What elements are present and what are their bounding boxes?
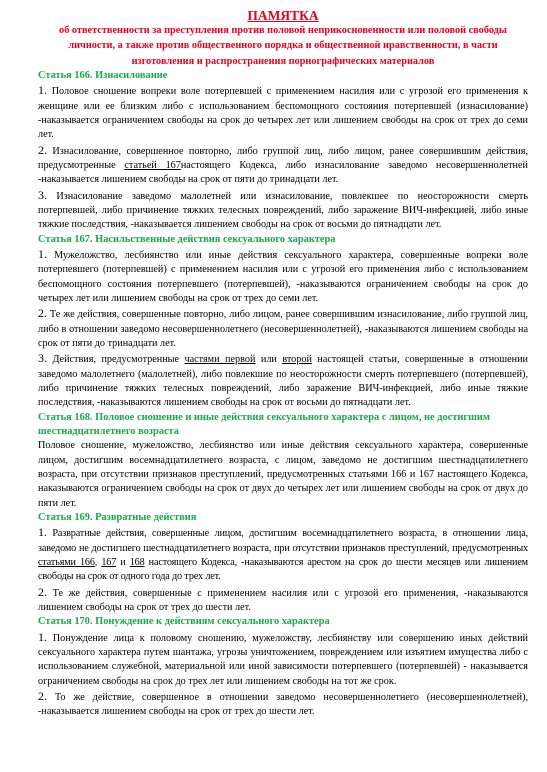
paragraph-number: 1. — [38, 525, 47, 540]
article-168 — [38, 411, 528, 511]
article-heading: Статья 170. Понуждение к действиям сексуального характера — [38, 616, 330, 628]
paragraph-text: настоящей статьи, совершенные в отношении заведомо малолетнего (малолетней), либо повлекшие по неосторожности смерть потерпевшего (потерпевшей), либо причинение тяжких телесных повреждений, либо заражение ВИЧ-инфекцией, либо иные тяжкие последствия, -наказываются лишением свободы на срок от восьми до пятнадцати лет. — [38, 354, 528, 409]
article-link-167[interactable]: 167 — [101, 557, 117, 568]
paragraph-text: Изнасилование заведомо малолетней или изнасилование, повлекшее по неосторожности смерть потерпевшей, либо причинение тяжких телесных повреждений, либо заражение ВИЧ-инфекцией, либо иные тяжкие последствия, -наказывается лишением свободы на срок от восьми до пятнадцати лет. — [38, 190, 528, 231]
paragraph-number: 2. — [38, 142, 47, 157]
paragraph-number: 2. — [38, 689, 47, 704]
paragraph-text: или — [255, 354, 283, 366]
article-heading: Статья 169. Развратные действия — [38, 512, 197, 524]
paragraph-text: Те же действия, совершенные повторно, либо лицом, ранее совершившим изнасилование, либо группой лиц, либо в отношении заведомо несовершеннолетнего (несовершеннолетней), -наказываются лишением свободы на срок от пяти до тринадцати лет. — [38, 309, 528, 349]
document — [38, 8, 528, 720]
article-169 — [38, 511, 528, 615]
paragraph-text: настоящего Кодекса, либо изнасилование заведомо несовершеннолетней -наказывается лишением свободы на срок от пяти до тринадцати лет. — [38, 159, 528, 186]
paragraph-text: Понуждение лица к половому сношению, мужеложству, лесбиянству или совершению иных действий сексуального характера путем шантажа, угрозы уничтожением, повреждением или изъятием имущества либо с использованием служебной, материальной или иной зависимости потерпевшего (потерпевшей) - наказывается ограничением свободы на срок до трех лет или лишением свободы на тот же срок. — [38, 632, 528, 687]
paragraph — [38, 630, 528, 689]
paragraph — [38, 306, 528, 351]
paragraph-number: 1. — [38, 629, 47, 644]
paragraph-text: Действия, предусмотренные — [52, 354, 185, 366]
paragraph — [38, 83, 528, 142]
part-link-second[interactable]: второй — [282, 354, 312, 366]
paragraph — [38, 247, 528, 306]
part-link-first[interactable]: частями первой — [184, 354, 256, 366]
paragraph-text: Половое сношение вопреки воле потерпевшей с применением насилия или с угрозой его применения к женщине или ее близким либо с использованием беспомощного состояния потерпевшей (изнасилование) -наказывается ограничением свободы на срок до четырех лет или лишением свободы на срок от трех до семи лет. — [38, 86, 529, 141]
memo-subtitle: об ответственности за преступления против половой неприкосновенности или половой свободы личности, а также против общественного порядка и общественной нравственности, в части изготовления и распространения порнографических материалов — [59, 25, 507, 67]
article-link[interactable]: статьей 167 — [124, 159, 181, 171]
paragraph — [38, 689, 528, 720]
article-166 — [38, 69, 528, 233]
paragraph — [38, 439, 528, 511]
article-link-166[interactable]: статьями 166 — [38, 557, 95, 568]
paragraph-text: Изнасилование, совершенное повторно, либо группой лиц, либо лицом, ранее совершившим действия, предусмотренные — [38, 145, 529, 171]
paragraph-text: Развратные действия, совершенные лицом, достигшим восемнадцатилетнего возраста, в отношении лица, заведомо не достигшего шестнадцатилетнего возраста, при отсутствии признаков преступлений, предусмотренных — [38, 528, 528, 554]
paragraph-text: и — [116, 557, 130, 568]
memo-title: ПАМЯТКА — [247, 8, 319, 23]
paragraph — [38, 351, 528, 410]
paragraph — [38, 188, 528, 233]
paragraph-number: 1. — [38, 83, 47, 98]
paragraph-text: Половое сношение, мужеложство, лесбиянство или иные действия сексуального характера, совершенные лицом, достигшим восемнадцатилетнего возраста, с лицом, заведомо не достигшим шестнадцатилетнего возраста, при отсутствии признаков преступлений, предусмотренных статьями 166 и 167 настоящего Кодекса, наказываются ограничением свободы на срок от двух до четырех лет или лишением свободы на срок от двух до пяти лет. — [38, 440, 528, 509]
paragraph — [38, 585, 528, 616]
paragraph-text: , — [94, 557, 102, 568]
paragraph — [38, 525, 528, 584]
article-167 — [38, 233, 528, 411]
paragraph-text: Мужеложство, лесбиянство или иные действия сексуального характера, совершенные вопреки воле потерпевшего (потерпевшей) с применением насилия или с угрозой его применения либо с использованием беспомощного состояния потерпевшего (потерпевшей), -наказываются ограничением свободы на срок до четырех лет или лишением свободы на срок от трех до семи лет. — [38, 249, 529, 304]
paragraph-number: 3. — [38, 351, 47, 366]
paragraph-number: 3. — [38, 187, 47, 202]
paragraph-number: 2. — [38, 584, 47, 599]
paragraph-number: 1. — [38, 246, 47, 261]
article-heading: Статья 166. Изнасилование — [38, 69, 168, 81]
paragraph-text: Те же действия, совершенные с применением насилия или с угрозой его применения, -наказываются лишением свободы на срок от трех до шести лет. — [38, 587, 529, 614]
article-170 — [38, 615, 528, 719]
paragraph — [38, 143, 528, 188]
article-link-168[interactable]: 168 — [129, 557, 145, 568]
memo-header — [38, 8, 528, 69]
article-heading: Статья 167. Насильственные действия сексуального характера — [38, 233, 336, 245]
paragraph-text: То же действие, совершенное в отношении заведомо несовершеннолетнего (несовершеннолетней), -наказывается лишением свободы на срок от трех до шести лет. — [38, 692, 529, 718]
article-heading: Статья 168. Половое сношение и иные действия сексуального характера с лицом, не достигшим шестнадцатилетнего возраста — [38, 411, 490, 437]
paragraph-text: настоящего Кодекса, -наказываются арестом на срок до шести месяцев или лишением свободы на срок от одного года до трех лет. — [38, 557, 528, 583]
paragraph-number: 2. — [38, 306, 47, 321]
